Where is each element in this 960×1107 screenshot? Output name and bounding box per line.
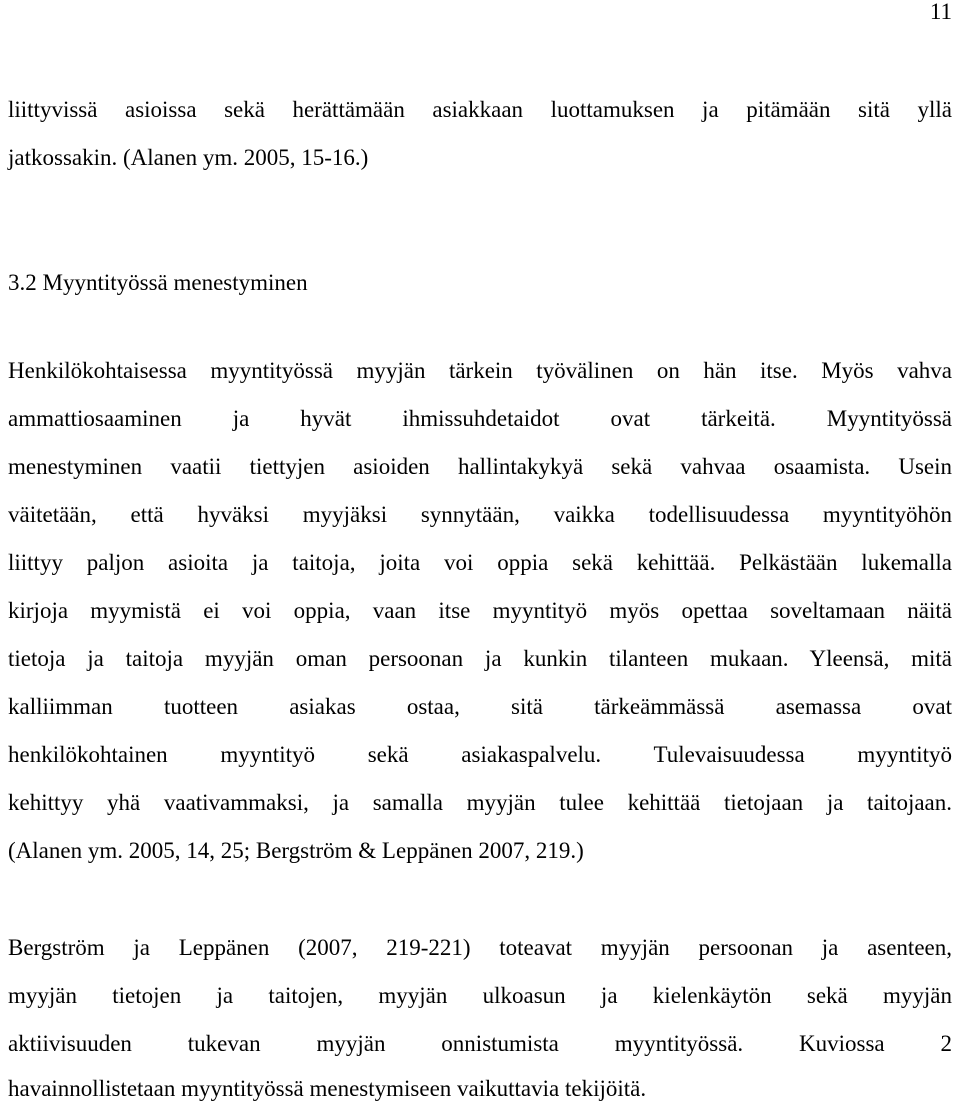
text-line: Henkilökohtaisessa myyntityössä myyjän tärkein työvälinen on hän itse. Myös vahva xyxy=(8,358,952,383)
text-line: kehittyy yhä vaativammaksi, ja samalla myyjän tulee kehittää tietojaan ja taitojaan. xyxy=(8,790,952,815)
text-line: ammattiosaaminen ja hyvät ihmissuhdetaidot ovat tärkeitä. Myyntityössä xyxy=(8,406,952,431)
text-line: Bergström ja Leppänen (2007, 219-221) toteavat myyjän persoonan ja asenteen, xyxy=(8,935,952,960)
text-line: kalliimman tuotteen asiakas ostaa, sitä tärkeämmässä asemassa ovat xyxy=(8,694,952,719)
text-line: (Alanen ym. 2005, 14, 25; Bergström & Leppänen 2007, 219.) xyxy=(8,838,584,863)
page-number: 11 xyxy=(929,0,952,24)
text-line: henkilökohtainen myyntityö sekä asiakaspalvelu. Tulevaisuudessa myyntityö xyxy=(8,742,952,767)
text-line: tietoja ja taitoja myyjän oman persoonan ja kunkin tilanteen mukaan. Yleensä, mitä xyxy=(8,646,952,671)
text-line: menestyminen vaatii tiettyjen asioiden hallintakykyä sekä vahvaa osaamista. Usein xyxy=(8,454,952,479)
text-line: jatkossakin. (Alanen ym. 2005, 15-16.) xyxy=(8,145,369,170)
text-line: kirjoja myymistä ei voi oppia, vaan itse myyntityö myös opettaa soveltamaan näitä xyxy=(8,598,952,623)
text-line: havainnollistetaan myyntityössä menestymiseen vaikuttavia tekijöitä. xyxy=(8,1076,647,1101)
text-line: myyjän tietojen ja taitojen, myyjän ulkoasun ja kielenkäytön sekä myyjän xyxy=(8,983,952,1008)
section-heading: 3.2 Myyntityössä menestyminen xyxy=(8,270,308,295)
text-line: väitetään, että hyväksi myyjäksi synnytään, vaikka todellisuudessa myyntityöhön xyxy=(8,502,952,527)
text-line: liittyy paljon asioita ja taitoja, joita voi oppia sekä kehittää. Pelkästään lukemalla xyxy=(8,550,952,575)
text-line: aktiivisuuden tukevan myyjän onnistumista myyntityössä. Kuviossa 2 xyxy=(8,1031,952,1056)
text-line: liittyvissä asioissa sekä herättämään asiakkaan luottamuksen ja pitämään sitä yllä xyxy=(8,97,952,122)
